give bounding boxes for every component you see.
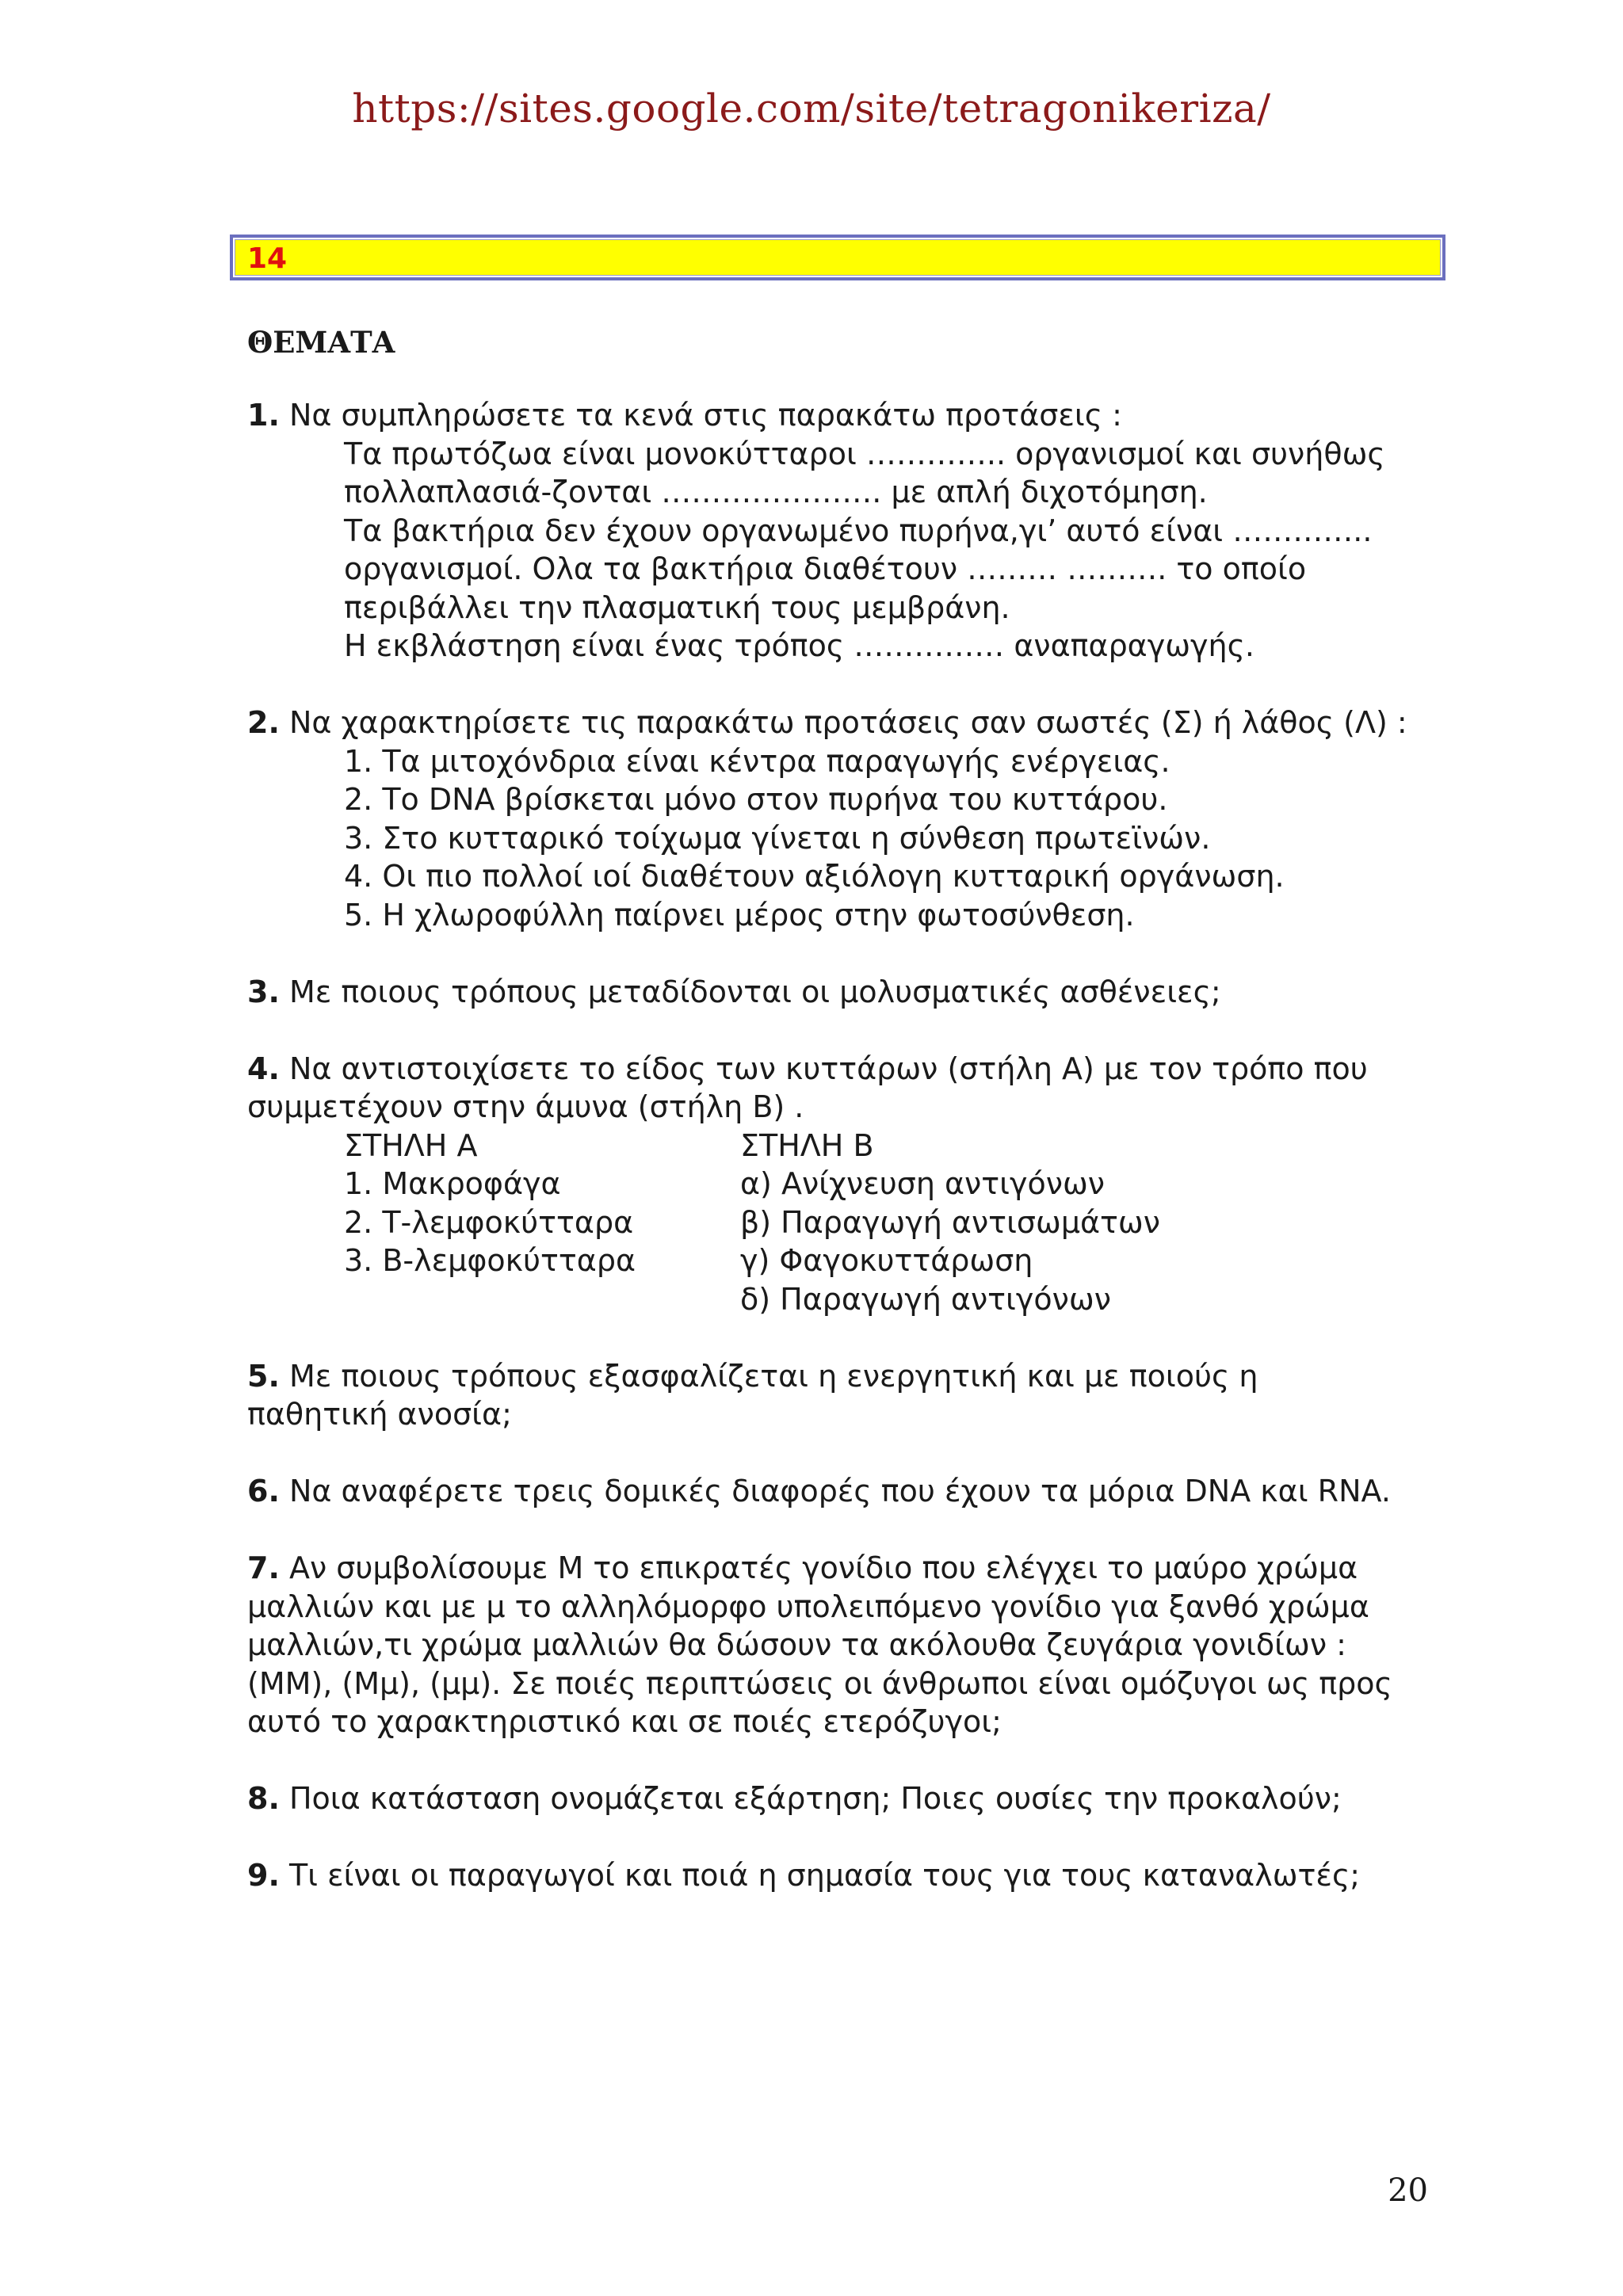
column-b-item: β) Παραγωγή αντισωμάτων: [740, 1204, 1160, 1240]
header-url-link[interactable]: https://sites.google.com/site/tetragonikeriza/: [352, 86, 1271, 132]
matching-row: [247, 1280, 1452, 1319]
question-1-line-1: Τα πρωτόζωα είναι μονοκύτταροι ………….. οργανισμοί και συνήθως: [344, 436, 1385, 471]
chapter-number: 14: [247, 242, 288, 275]
question-number: 8.: [247, 1781, 280, 1816]
column-b-item: δ) Παραγωγή αντιγόνων: [740, 1281, 1111, 1317]
section-title: ΘΕΜΑΤΑ: [247, 325, 395, 360]
question-2: [247, 704, 1452, 934]
question-9: [247, 1856, 1452, 1895]
column-a-item: [344, 1280, 740, 1319]
question-3: [247, 973, 1452, 1012]
question-1: [247, 396, 1452, 666]
question-1-line-6: Η εκβλάστηση είναι ένας τρόπος …………… αναπαραγωγής.: [344, 628, 1254, 663]
question-1-line-3: Τα βακτήρια δεν έχουν οργανωμένο πυρήνα,γι’ αυτό είναι …………..: [344, 513, 1373, 548]
question-6: [247, 1472, 1452, 1511]
page-number: 20: [1388, 2172, 1428, 2209]
list-item: 5. Η χλωροφύλλη παίρνει μέρος στην φωτοσύνθεση.: [344, 897, 1135, 933]
question-7-line-2: μαλλιών,τι χρώμα μαλλιών θα δώσουν τα ακόλουθα ζευγάρια γονιδίων :: [247, 1627, 1346, 1662]
question-text: Να αντιστοιχίσετε το είδος των κυττάρων (στήλη Α) με τον τρόπο που: [279, 1051, 1368, 1086]
question-number: 3.: [247, 974, 280, 1009]
question-text: Να χαρακτηρίσετε τις παρακάτω προτάσεις σαν σωστές (Σ) ή λάθος (Λ) :: [279, 705, 1407, 740]
question-1-line-2: πολλαπλασιά-ζονται …………………. με απλή διχοτόμηση.: [344, 475, 1208, 509]
question-7-line-3: (ΜΜ), (Μμ), (μμ). Σε ποιές περιπτώσεις οι άνθρωποι είναι ομόζυγοι ως προς: [247, 1665, 1392, 1701]
list-item: 1. Τα μιτοχόνδρια είναι κέντρα παραγωγής ενέργειας.: [344, 743, 1170, 779]
column-a-item: 3. Β-λεμφοκύτταρα: [344, 1243, 636, 1278]
question-text: Αν συμβολίσουμε Μ το επικρατές γονίδιο που ελέγχει το μαύρο χρώμα: [279, 1550, 1358, 1585]
question-8: [247, 1779, 1452, 1818]
question-text: Να αναφέρετε τρεις δομικές διαφορές που έχουν τα μόρια DNA και RNA.: [279, 1474, 1391, 1508]
question-1-line-5: περιβάλλει την πλασματική τους μεμβράνη.: [344, 589, 1010, 625]
column-a-header: ΣΤΗΛΗ Α: [344, 1127, 478, 1163]
question-number: 9.: [247, 1858, 280, 1893]
matching-row: [247, 1241, 1452, 1280]
column-b-header: ΣΤΗΛΗ Β: [740, 1127, 874, 1163]
question-number: 1.: [247, 398, 280, 433]
questions-list: [247, 396, 1452, 1895]
question-number: 6.: [247, 1474, 280, 1508]
question-text: Με ποιους τρόπους μεταδίδονται οι μολυσματικές ασθένειες;: [279, 974, 1221, 1009]
question-5: [247, 1357, 1452, 1434]
question-text: Τι είναι οι παραγωγοί και ποιά η σημασία τους για τους καταναλωτές;: [279, 1858, 1361, 1893]
question-number: 2.: [247, 705, 280, 740]
column-b-item: γ) Φαγοκυττάρωση: [740, 1243, 1033, 1278]
list-item: 3. Στο κυτταρικό τοίχωμα γίνεται η σύνθεση πρωτεϊνών.: [344, 820, 1211, 856]
question-number: 5.: [247, 1358, 280, 1394]
question-number: 4.: [247, 1051, 280, 1086]
question-text-continued: παθητική ανοσία;: [247, 1397, 512, 1432]
question-text-continued: συμμετέχουν στην άμυνα (στήλη Β) .: [247, 1089, 804, 1124]
list-item: 2. Το DNA βρίσκεται μόνο στον πυρήνα του κυττάρου.: [344, 782, 1168, 817]
question-text: Ποια κατάσταση ονομάζεται εξάρτηση; Ποιες ουσίες την προκαλούν;: [279, 1781, 1342, 1816]
question-4: [247, 1050, 1452, 1319]
question-number: 7.: [247, 1550, 280, 1585]
question-text: Με ποιους τρόπους εξασφαλίζεται η ενεργητική και με ποιούς η: [279, 1358, 1258, 1394]
question-7-line-4: αυτό το χαρακτηριστικό και σε ποιές ετερόζυγοι;: [247, 1704, 1002, 1739]
question-7-line-1: μαλλιών και με μ το αλληλόμορφο υπολειπόμενο γονίδιο για ξανθό χρώμα: [247, 1589, 1369, 1624]
matching-row: [247, 1203, 1452, 1242]
question-1-line-4: οργανισμοί. Ολα τα βακτήρια διαθέτουν ……… ………. το οποίο: [344, 551, 1307, 586]
list-item: 4. Οι πιο πολλοί ιοί διαθέτουν αξιόλογη κυτταρική οργάνωση.: [344, 859, 1285, 894]
question-7: [247, 1549, 1452, 1741]
column-b-item: α) Ανίχνευση αντιγόνων: [740, 1166, 1106, 1201]
matching-row: [247, 1165, 1452, 1203]
column-a-item: 1. Μακροφάγα: [344, 1166, 561, 1201]
question-text: Να συμπληρώσετε τα κενά στις παρακάτω προτάσεις :: [279, 398, 1122, 433]
matching-header-row: [247, 1127, 1452, 1165]
chapter-banner: [230, 235, 1445, 280]
column-a-item: 2. Τ-λεμφοκύτταρα: [344, 1204, 634, 1240]
